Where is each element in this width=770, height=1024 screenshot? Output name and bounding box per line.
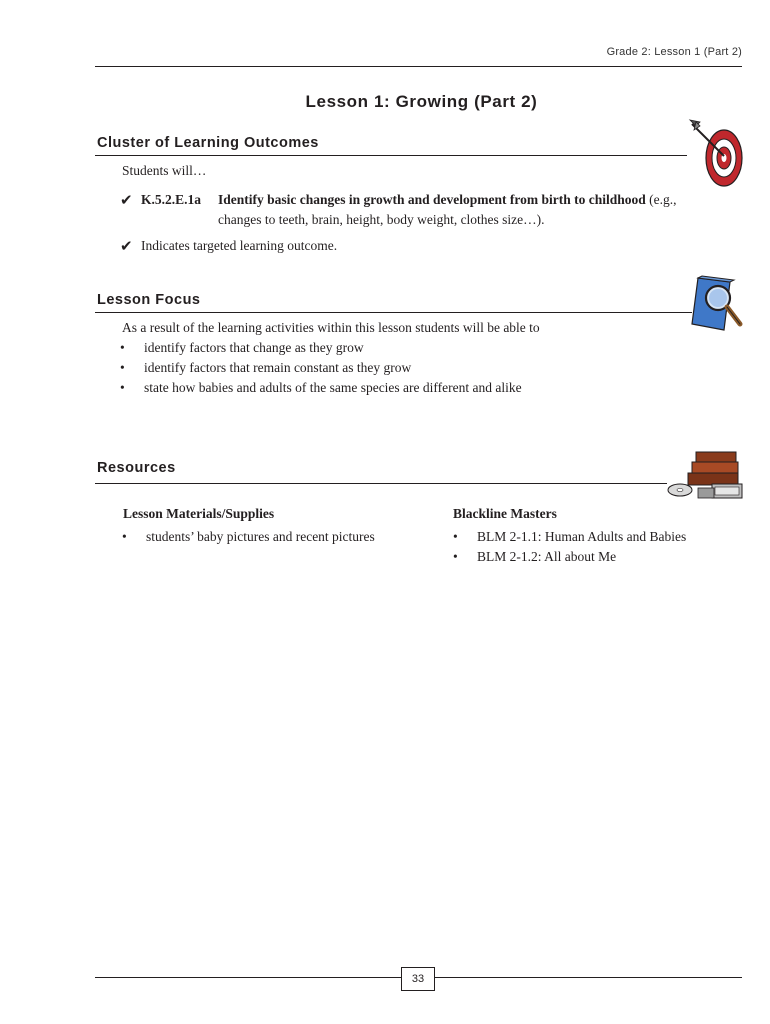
- header-divider: [95, 66, 742, 67]
- page-number: 33: [401, 967, 435, 991]
- materials-heading: Lesson Materials/Supplies: [123, 506, 275, 521]
- magnifying-glass-icon: [688, 274, 748, 336]
- outcome-description: [218, 190, 733, 230]
- focus-item: • state how babies and adults of the same species are different and alike: [120, 378, 522, 398]
- books-and-cds-icon: [666, 446, 748, 504]
- focus-heading: Lesson Focus: [97, 292, 201, 308]
- outcome-legend: Indicates targeted learning outcome.: [141, 238, 338, 253]
- resources-heading: Resources: [97, 460, 176, 476]
- checkmark-icon: ✔: [120, 191, 133, 209]
- focus-item: • identify factors that change as they grow: [120, 338, 522, 358]
- focus-item: • identify factors that remain constant as they grow: [120, 358, 522, 378]
- blackline-item: • BLM 2-1.2: All about Me: [453, 547, 686, 567]
- page-title: Lesson 1: Growing (Part 2): [305, 92, 538, 111]
- outcome-code: K.5.2.E.1a: [141, 192, 202, 207]
- outcome-line2-text: changes to teeth, brain, height, body weight, clothes size…).: [218, 212, 545, 227]
- blackline-heading: Blackline Masters: [453, 506, 557, 521]
- outcomes-divider: [95, 155, 687, 156]
- outcome-rest-text: (e.g.,: [645, 192, 677, 207]
- resources-divider: [95, 483, 667, 484]
- focus-list: [120, 338, 522, 398]
- focus-divider: [95, 312, 692, 313]
- outcomes-heading: Cluster of Learning Outcomes: [97, 135, 319, 151]
- materials-list: [122, 527, 375, 547]
- target-arrow-icon: [688, 118, 748, 190]
- blackline-list: [453, 527, 686, 567]
- checkmark-legend-icon: ✔: [120, 237, 133, 255]
- materials-item: • students’ baby pictures and recent pictures: [122, 527, 375, 547]
- focus-intro: As a result of the learning activities within this lesson students will be able to: [122, 320, 540, 335]
- outcomes-intro: Students will…: [122, 163, 207, 178]
- blackline-item: • BLM 2-1.1: Human Adults and Babies: [453, 527, 686, 547]
- running-header: Grade 2: Lesson 1 (Part 2): [606, 46, 742, 58]
- outcome-bold-text: Identify basic changes in growth and development from birth to childhood: [218, 192, 646, 207]
